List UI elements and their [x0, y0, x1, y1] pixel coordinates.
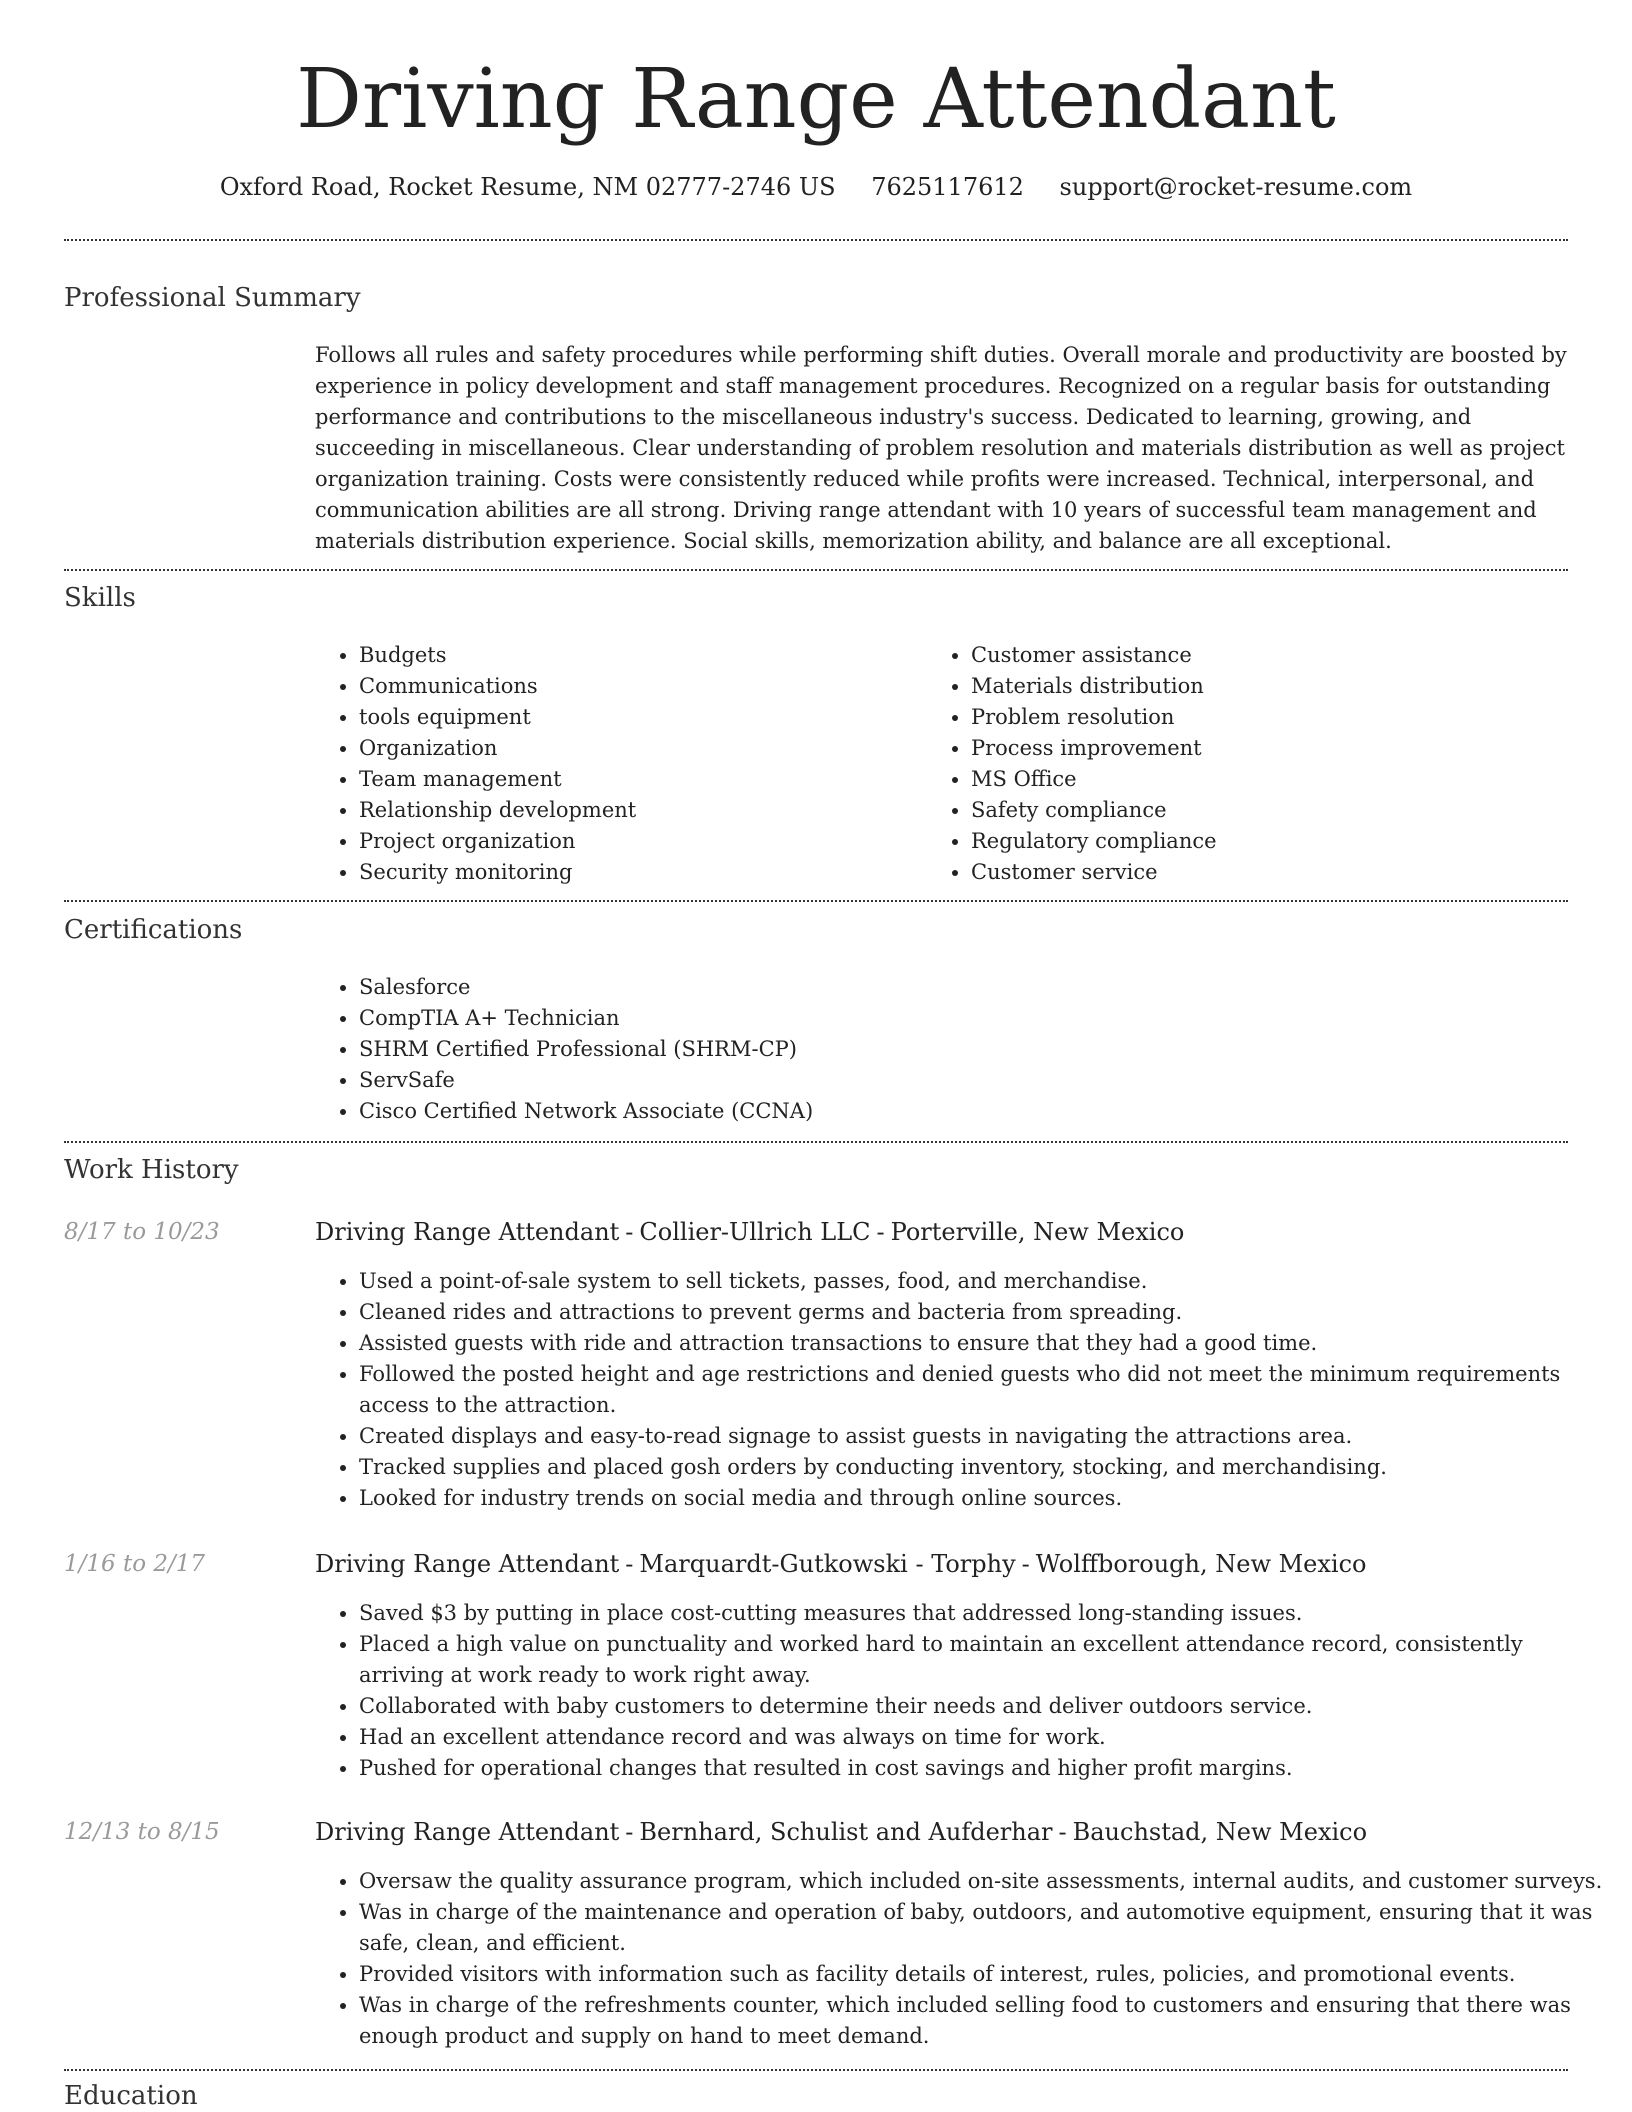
section-title-education: Education — [64, 2081, 198, 2111]
job-bullet: • Followed the posted height and age restrictions and denied guests who did not meet the minimum requirements access to the attraction. — [359, 1359, 1611, 1421]
job-bullets — [315, 1598, 1611, 1784]
certification-item: • CompTIA A+ Technician — [359, 1003, 1559, 1034]
job-dates: 12/13 to 8/15 — [64, 1819, 220, 1845]
job-title: Driving Range Attendant - Bernhard, Schulist and Aufderhar - Bauchstad, New Mexico — [315, 1818, 1368, 1846]
job-bullet: • Pushed for operational changes that resulted in cost savings and higher profit margins. — [359, 1753, 1611, 1784]
job-bullets — [315, 1866, 1611, 2052]
candidate-name: Driving Range Attendant — [296, 52, 1336, 147]
skill-item: • Process improvement — [971, 733, 1531, 764]
certification-item: • Salesforce — [359, 972, 1559, 1003]
divider — [64, 239, 1568, 241]
job-company: Collier-Ullrich LLC — [639, 1218, 871, 1246]
section-title-summary: Professional Summary — [64, 283, 361, 313]
divider — [64, 2069, 1568, 2071]
job-role: Driving Range Attendant — [315, 1550, 620, 1578]
job-dates: 1/16 to 2/17 — [64, 1551, 206, 1577]
certification-item: • SHRM Certified Professional (SHRM-CP) — [359, 1034, 1559, 1065]
job-bullet: • Was in charge of the maintenance and operation of baby, outdoors, and automotive equipment, ensuring that it was safe, clean, and efficient. — [359, 1897, 1611, 1959]
job-company: Marquardt-Gutkowski - Torphy — [639, 1550, 1016, 1578]
skill-item: • Organization — [359, 733, 919, 764]
skill-item: • Customer assistance — [971, 640, 1531, 671]
job-bullet: • Created displays and easy-to-read signage to assist guests in navigating the attractions area. — [359, 1421, 1611, 1452]
job-bullet: • Had an excellent attendance record and was always on time for work. — [359, 1722, 1611, 1753]
job-title: Driving Range Attendant - Collier-Ullrich LLC - Porterville, New Mexico — [315, 1218, 1185, 1246]
skill-item: • Safety compliance — [971, 795, 1531, 826]
job-bullet: • Placed a high value on punctuality and worked hard to maintain an excellent attendance record, consistently arriving at work ready to work right away. — [359, 1629, 1611, 1691]
section-title-certifications: Certifications — [64, 915, 243, 945]
job-bullet: • Assisted guests with ride and attraction transactions to ensure that they had a good time. — [359, 1328, 1611, 1359]
skill-item: • Customer service — [971, 857, 1531, 888]
skill-item: • Materials distribution — [971, 671, 1531, 702]
skill-item: • MS Office — [971, 764, 1531, 795]
skills-list-right — [927, 640, 1531, 888]
skill-item: • Budgets — [359, 640, 919, 671]
summary-text: Follows all rules and safety procedures while performing shift duties. Overall morale and productivity are boosted by experience in policy development and staff management procedures. Recognized on a regular basis for outstanding performance and contributions to the miscellaneous industry's success. Dedicated to learning, growing, and succeeding in miscellaneous. Clear understanding of problem resolution and materials distribution as well as project organization training. Costs were consistently reduced while profits were increased. Technical, interpersonal, and communication abilities are all strong. Driving range attendant with 10 years of successful team management and materials distribution experience. Social skills, memorization ability, and balance are all exceptional. — [315, 343, 1567, 553]
certifications-list — [315, 972, 1559, 1127]
job-bullet: • Saved $3 by putting in place cost-cutting measures that addressed long-standing issues. — [359, 1598, 1611, 1629]
job-dates: 8/17 to 10/23 — [64, 1219, 220, 1245]
job-bullet: • Looked for industry trends on social media and through online sources. — [359, 1483, 1611, 1514]
divider — [64, 569, 1568, 571]
certification-item: • ServSafe — [359, 1065, 1559, 1096]
skill-item: • Regulatory compliance — [971, 826, 1531, 857]
skill-item: • Security monitoring — [359, 857, 919, 888]
skill-item: • Relationship development — [359, 795, 919, 826]
section-title-work-history: Work History — [64, 1155, 239, 1185]
skill-item: • Project organization — [359, 826, 919, 857]
job-bullet: • Used a point-of-sale system to sell tickets, passes, food, and merchandise. — [359, 1266, 1611, 1297]
section-title-skills: Skills — [64, 583, 136, 613]
job-bullet: • Tracked supplies and placed gosh orders by conducting inventory, stocking, and merchandising. — [359, 1452, 1611, 1483]
skill-item: • Communications — [359, 671, 919, 702]
job-bullets — [315, 1266, 1611, 1514]
skills-list-left — [315, 640, 919, 888]
job-location: Porterville, New Mexico — [890, 1218, 1185, 1246]
job-role: Driving Range Attendant — [315, 1818, 620, 1846]
job-bullet: • Was in charge of the refreshments counter, which included selling food to customers and ensuring that there was enough product and supply on hand to meet demand. — [359, 1990, 1611, 2052]
divider — [64, 900, 1568, 902]
address: Oxford Road, Rocket Resume, NM 02777-2746 US — [219, 173, 836, 201]
job-bullet: • Oversaw the quality assurance program, which included on-site assessments, internal audits, and customer surveys. — [359, 1866, 1611, 1897]
phone: 7625117612 — [871, 173, 1024, 201]
email-link[interactable]: support@rocket-resume.com — [1059, 173, 1413, 201]
skill-item: • Problem resolution — [971, 702, 1531, 733]
job-bullet: • Collaborated with baby customers to determine their needs and deliver outdoors service. — [359, 1691, 1611, 1722]
job-company: Bernhard, Schulist and Aufderhar — [639, 1818, 1053, 1846]
job-bullet: • Provided visitors with information such as facility details of interest, rules, policies, and promotional events. — [359, 1959, 1611, 1990]
certification-item: • Cisco Certified Network Associate (CCNA) — [359, 1096, 1559, 1127]
skill-item: • tools equipment — [359, 702, 919, 733]
job-location: Bauchstad, New Mexico — [1072, 1818, 1368, 1846]
job-bullet: • Cleaned rides and attractions to prevent germs and bacteria from spreading. — [359, 1297, 1611, 1328]
job-location: Wolffborough, New Mexico — [1035, 1550, 1367, 1578]
contact-line — [0, 171, 1632, 203]
skill-item: • Team management — [359, 764, 919, 795]
job-title: Driving Range Attendant - Marquardt-Gutkowski - Torphy - Wolffborough, New Mexico — [315, 1550, 1367, 1578]
job-role: Driving Range Attendant — [315, 1218, 620, 1246]
divider — [64, 1141, 1568, 1143]
